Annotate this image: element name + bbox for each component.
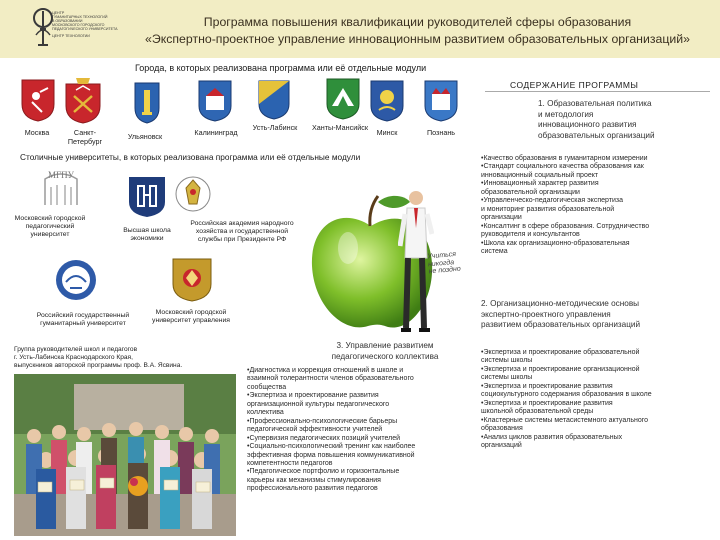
group-photo [14, 374, 236, 536]
list-item: сообщества [247, 383, 287, 391]
city-name: Минск [376, 128, 398, 137]
group-photo-image [14, 374, 236, 536]
list-item: система [481, 247, 508, 255]
city-name: Москва [24, 128, 50, 137]
list-item: •Профессионально-психологические барьеры [247, 417, 398, 425]
mgpu-logo-text: МГПУ [47, 170, 75, 180]
ust-labinsk-coat-of-arms-icon [258, 80, 290, 120]
logo-line: ЦЕНТР ТЕХНОЛОГИИ [52, 34, 90, 38]
list-item: руководителя и консультантов [481, 231, 580, 239]
note-line: не поздно [428, 265, 462, 276]
caption-line: выпускников авторской программы проф. В.А. Ясвина. [14, 362, 183, 369]
heading-line: и методология [538, 109, 594, 119]
hse-logo-icon [128, 176, 166, 218]
ranepa-logo-icon [174, 174, 212, 216]
list-item: •Кластерные системы метасистемного актуального [481, 416, 649, 424]
list-item: и мониторинг развития образовательной [481, 205, 615, 213]
kaliningrad-coat-of-arms-icon [198, 80, 232, 122]
section-3-heading [310, 341, 460, 362]
list-item: •Школа как организационно-образовательная [481, 239, 630, 247]
list-item: организационной культуры педагогического [247, 400, 390, 408]
list-item: взаимной толерантности членов образовательного [247, 375, 414, 383]
mguu-logo-icon [172, 258, 212, 302]
caption-line: Группа руководителей школ и педагогов [14, 346, 138, 353]
university-name: Московский городской университет управления [152, 309, 230, 324]
title-line-1: Программа повышения квалификации руководителей сферы образования [203, 15, 632, 29]
list-item: школьной образовательной среды [481, 408, 594, 416]
photo-caption [14, 346, 244, 370]
list-item: •Управленческо-педагогическая экспертиза [481, 197, 623, 205]
heading-line: образовательных организаций [538, 130, 655, 140]
list-item: •Социально-психологический тренинг как наиболее [247, 443, 416, 451]
city-name: Санкт-Петербург [67, 128, 103, 146]
list-item: •Супервизия педагогических позиций учителей [247, 434, 401, 442]
caption-line: г. Усть-Лабинска Краснодарского Края, [14, 354, 133, 361]
saint-petersburg-coat-of-arms-icon [62, 76, 104, 124]
list-item: системы школы [481, 357, 533, 365]
section-1-heading [538, 99, 655, 141]
center-logo [30, 5, 118, 53]
logo-line: ГУМАНИТАРНЫХ ТЕХНОЛОГИЙ [52, 15, 108, 19]
list-item: •Анализ циклов развития образовательных [481, 433, 623, 441]
list-item: •Экспертиза и проектирование организационной [481, 365, 640, 373]
heading-line: развитием образовательных организаций [481, 320, 641, 329]
apple-handwritten-note [427, 251, 461, 276]
note-line: никогда [427, 258, 455, 268]
list-item: карьеры как механизмы стимулирования [247, 476, 381, 484]
list-item: педагогической эффективности учителей [247, 426, 383, 434]
list-item: социокультурного содержания образования в школе [481, 391, 652, 399]
section-2-heading [481, 299, 640, 331]
universities-heading: Столичные университеты, в которых реализована программа или её отдельные модули [20, 152, 361, 162]
note-line: Учиться [427, 250, 457, 261]
list-item: •Инновационный характер развития [481, 180, 599, 188]
cities-heading: Города, в которых реализована программа или её отдельные модули [135, 63, 427, 73]
list-item: •Экспертиза и проектирование образовательной [481, 349, 640, 356]
list-item: •Экспертиза и проектирование развития [481, 382, 613, 390]
list-item: инновационный социальный проект [481, 171, 599, 179]
list-item: эффективная форма повышения коммуникативной [247, 451, 415, 459]
list-item: организаций [481, 441, 522, 449]
city-name: Ульяновск [127, 132, 163, 141]
moscow-coat-of-arms-icon [20, 78, 56, 122]
page-title [120, 14, 715, 48]
content-heading: СОДЕРЖАНИЕ ПРОГРАММЫ [510, 80, 639, 90]
logo-line: ЦЕНТР [52, 11, 65, 15]
ulyanovsk-coat-of-arms-icon [134, 82, 160, 124]
list-item: •Экспертиза и проектирование развития [247, 392, 379, 400]
list-item: системы школы [481, 374, 533, 382]
list-item: компетентности педагогов [247, 459, 333, 467]
university-name: Российский государственный гуманитарный университет [36, 312, 130, 327]
section-1-list [481, 155, 649, 256]
heading-line: 2. Организационно-методические основы [481, 299, 640, 308]
list-item: организации [481, 214, 522, 222]
list-item: •Педагогическое портфолио и горизонтальные [247, 468, 400, 476]
list-item: •Стандарт социального качества образования как [481, 163, 644, 171]
university-name: Высшая школа экономики [123, 227, 171, 242]
poznan-coat-of-arms-icon [424, 80, 458, 122]
divider [485, 91, 710, 92]
heading-line: 3. Управление развитием [336, 341, 434, 350]
city-name: Познань [426, 128, 456, 137]
university-name: Российская академия народного хозяйства и государственной службы при Президенте РФ [190, 220, 294, 243]
city-name: Ханты-Мансийск [312, 123, 369, 132]
logo-emblem-icon [30, 5, 54, 53]
city-name: Калининград [194, 128, 238, 137]
heading-line: 1. Образовательная политика [538, 99, 652, 108]
list-item: •Консалтинг в сфере образования. Сотрудничество [481, 222, 650, 230]
list-item: •Качество образования в гуманитарном измерении [481, 155, 648, 162]
list-item: •Экспертиза и проектирование развития [481, 399, 613, 407]
heading-line: инновационного развития [538, 120, 637, 129]
heading-line: педагогического коллектива [331, 351, 439, 361]
list-item: образования [481, 425, 523, 433]
logo-line: МОСКОВСКОГО ГОРОДСКОГО [52, 23, 105, 27]
logo-line: ПЕДАГОГИЧЕСКОГО УНИВЕРСИТЕТА [52, 27, 118, 31]
list-item: профессионального развития педагогов [247, 485, 378, 493]
university-name: Московский городской педагогический университет [14, 215, 86, 238]
section-2-list [481, 349, 652, 450]
rggu-logo-icon [54, 258, 98, 302]
logo-line: В ОБРАЗОВАНИИ [52, 19, 83, 23]
list-item: образовательной организации [481, 188, 580, 196]
khanty-mansiysk-coat-of-arms-icon [326, 78, 360, 120]
mgpu-logo-icon [35, 165, 87, 211]
title-line-2: «Экспертно-проектное управление инновационным развитием образовательных организаций» [145, 32, 690, 46]
minsk-coat-of-arms-icon [370, 80, 404, 122]
section-3-list [247, 367, 415, 494]
list-item: •Диагностика и коррекция отношений в школе и [247, 367, 404, 374]
heading-line: экспертно-проектного управления [481, 309, 611, 319]
list-item: коллектива [247, 409, 284, 417]
city-name: Усть-Лабинск [252, 123, 298, 132]
